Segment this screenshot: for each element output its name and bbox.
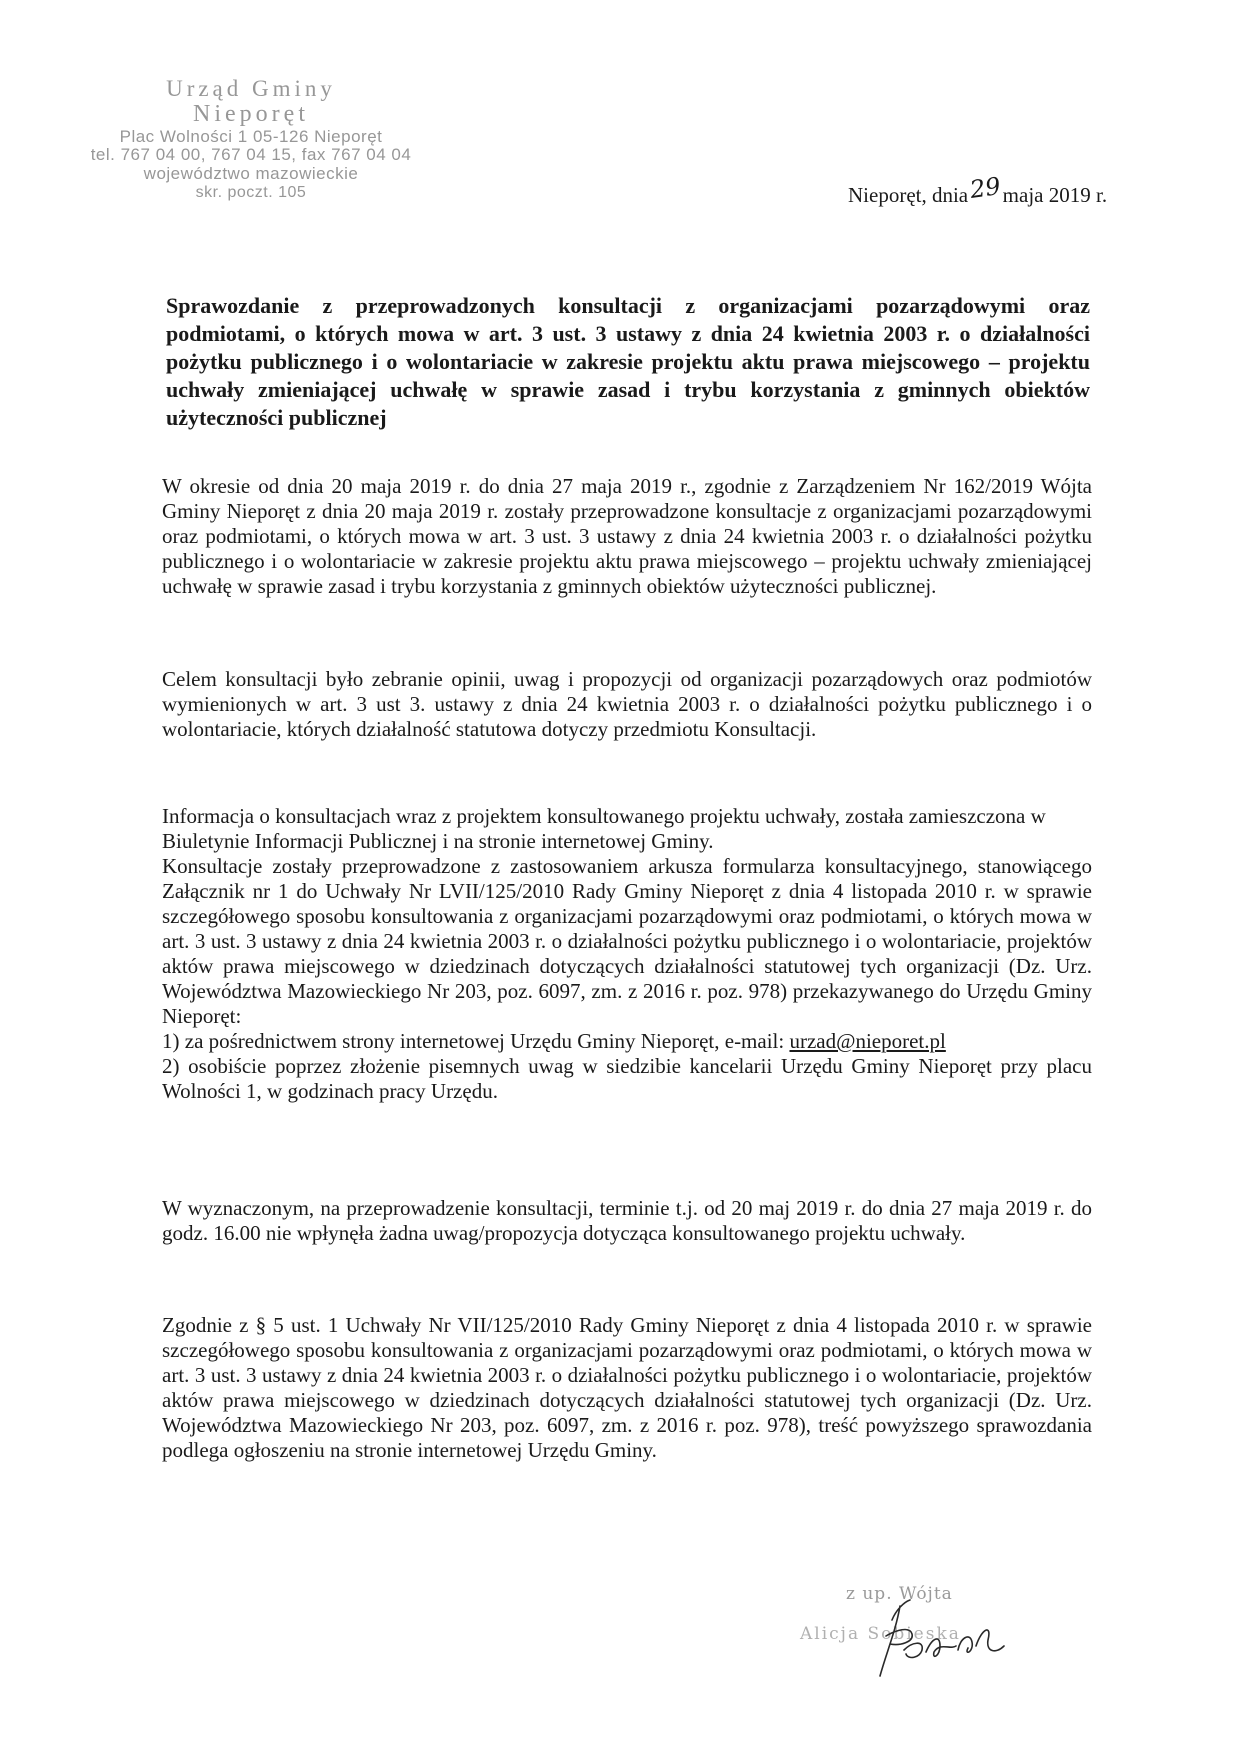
paragraph-result: W wyznaczonym, na przeprowadzenie konsultacji, terminie t.j. od 20 maj 2019 r. do dnia 27 maja 2019 r. do godz. 16.00 nie wpłynęła żadna uwag/propozycja dotycząca konsultowanego projektu uchwały. <box>162 1196 1092 1245</box>
document-date <box>848 172 1108 208</box>
signature-authority-stamp: z up. Wójta <box>846 1584 953 1604</box>
paragraph-publication-rule: Zgodnie z § 5 ust. 1 Uchwały Nr VII/125/2010 Rady Gminy Nieporęt z dnia 4 listopada 2010 r. w sprawie szczegółowego sposobu konsultowania z organizacjami pozarządowymi oraz podmiotami, o których mowa w art. 3 ust. 3 ustawy z dnia 24 kwietnia 2003 r. o działalności pożytku publicznego i o wolontariacie, projektów aktów prawa miejscowego w dziedzinach dotyczących działalności statutowej tych organizacji (Dz. Urz. Województwa Mazowieckiego Nr 203, poz. 6097, zm. z 2016 r. poz. 978), treść powyższego sprawozdania podlega ogłoszeniu na stronie internetowej Urzędu Gminy. <box>162 1313 1092 1462</box>
office-stamp <box>86 76 416 201</box>
paragraph-form-info: Konsultacje zostały przeprowadzone z zastosowaniem arkusza formularza konsultacyjnego, stanowiącego Załącznik nr 1 do Uchwały Nr LVII/125/2010 Rady Gminy Nieporęt z dnia 4 listopada 2010 r. w sprawie szczegółowego sposobu konsultowania z organizacjami pozarządowymi oraz podmiotami, o których mowa w art. 3 ust. 3 ustawy z dnia 24 kwietnia 2003 r. o działalności pożytku publicznego i o wolontariacie, projektów aktów prawa miejscowego w dziedzinach dotyczących działalności statutowej tych organizacji (Dz. Urz. Województwa Mazowieckiego Nr 203, poz. 6097, zm. z 2016 r. poz. 978) przekazywanego do Urzędu Gminy Nieporęt: <box>162 854 1092 1028</box>
submission-option-1-text: 1) za pośrednictwem strony internetowej Urzędu Gminy Nieporęt, e-mail: <box>162 1029 790 1053</box>
signature-block <box>800 1580 1040 1690</box>
paragraph-consultation-period: W okresie od dnia 20 maja 2019 r. do dnia 27 maja 2019 r., zgodnie z Zarządzeniem Nr 162/2019 Wójta Gminy Nieporęt z dnia 20 maja 2019 r. zostały przeprowadzone konsultacje z organizacjami pozarządowymi oraz podmiotami, o których mowa w art. 3 ust. 3 ustawy z dnia 24 kwietnia 2003 r. o działalności pożytku publicznego i o wolontariacie w zakresie projektu aktu prawa miejscowego – projektu uchwały zmieniającej uchwałę w sprawie zasad i trybu korzystania z gminnych obiektów użyteczności publicznej. <box>162 474 1092 598</box>
paragraph-publication-info: Informacja o konsultacjach wraz z projektem konsultowanego projektu uchwały, została zamieszczona w Biuletynie Informacji Publicznej i na stronie internetowej Gminy. <box>162 804 1046 853</box>
signature-name-stamp: Alicja Sobieska <box>800 1624 961 1644</box>
document-title: Sprawozdanie z przeprowadzonych konsultacji z organizacjami pozarządowymi oraz podmiotami, o których mowa w art. 3 ust. 3 ustawy z dnia 24 kwietnia 2003 r. o działalności pożytku publicznego i o wolontariacie w zakresie projektu aktu prawa miejscowego – projektu uchwały zmieniającej uchwałę w sprawie zasad i trybu korzystania z gminnych obiektów użyteczności publicznej <box>166 293 1090 430</box>
stamp-town-name: Nieporęt <box>193 101 309 128</box>
date-prefix: Nieporęt, dnia <box>848 183 969 207</box>
paragraph-consultation-goal: Celem konsultacji było zebranie opinii, uwag i propozycji od organizacji pozarządowych oraz podmiotów wymienionych w art. 3 ust 3. ustawy z dnia 24 kwietnia 2003 r. o działalności pożytku publicznego i o wolontariacie, których działalność statutowa dotyczy przedmiotu Konsultacji. <box>162 667 1092 741</box>
stamp-office-name: Urząd Gminy <box>166 76 336 101</box>
submission-option-1 <box>162 1029 1092 1054</box>
stamp-region: województwo mazowieckie <box>143 164 359 184</box>
stamp-phone: tel. 767 04 00, 767 04 15, fax 767 04 04 <box>90 145 412 165</box>
stamp-address: Plac Wolności 1 05-126 Nieporęt <box>119 126 383 146</box>
paragraph-consultation-method <box>162 804 1092 1104</box>
date-suffix: maja 2019 r. <box>1002 183 1108 207</box>
handwritten-signature <box>800 1580 1040 1690</box>
email-link[interactable]: urzad@nieporet.pl <box>789 1029 946 1053</box>
stamp-post-box: skr. poczt. 105 <box>195 183 307 201</box>
date-day-handwritten: 29 <box>968 172 1003 204</box>
submission-option-2: 2) osobiście poprzez złożenie pisemnych uwag w siedzibie kancelarii Urzędu Gminy Nieporęt przy placu Wolności 1, w godzinach pracy Urzędu. <box>162 1054 1092 1103</box>
